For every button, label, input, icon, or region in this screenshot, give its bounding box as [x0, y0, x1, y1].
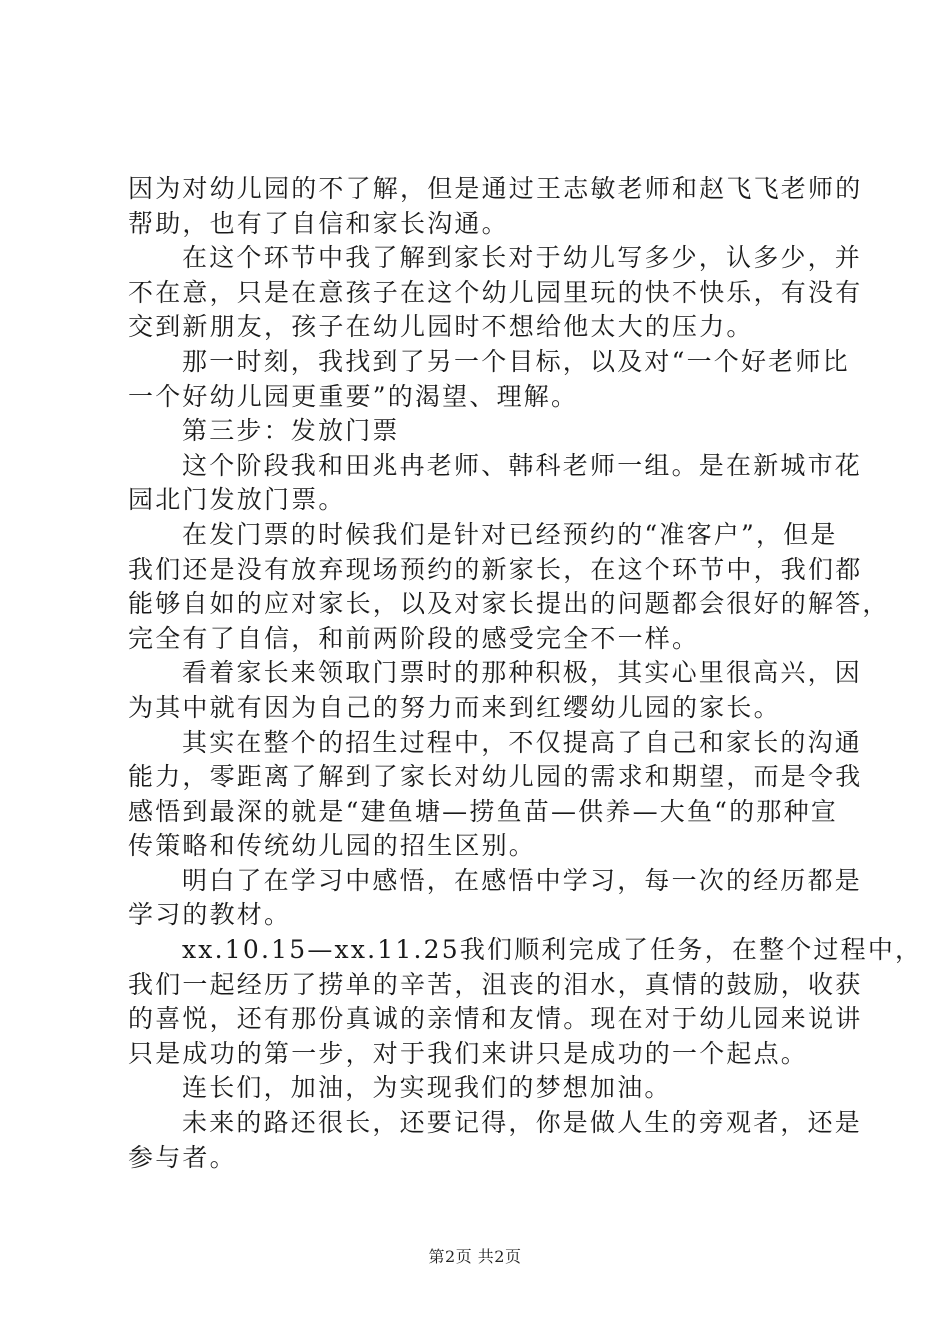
- text-line: 能够自如的应对家长，以及对家长提出的问题都会很好的解答，: [128, 589, 890, 619]
- text-line: 帮助，也有了自信和家长沟通。: [128, 208, 509, 238]
- text-line: 其实在整个的招生过程中，不仅提高了自己和家长的沟通: [182, 727, 863, 757]
- text-line: 交到新朋友，孩子在幼儿园时不想给他太大的压力。: [128, 312, 754, 342]
- text-line: 学习的教材。: [128, 900, 292, 930]
- text-line: 我们还是没有放弃现场预约的新家长，在这个环节中，我们都: [128, 554, 863, 584]
- text-line: 在发门票的时候我们是针对已经预约的“准客户”，但是: [182, 519, 838, 549]
- text-line: 感悟到最深的就是“建鱼塘—捞鱼苗—供养—大鱼“的那种宣: [128, 796, 838, 826]
- text-line: 看着家长来领取门票时的那种积极，其实心里很高兴，因: [182, 658, 863, 688]
- text-line: 园北门发放门票。: [128, 485, 346, 515]
- text-line: 只是成功的第一步，对于我们来讲只是成功的一个起点。: [128, 1038, 809, 1068]
- text-line: 能力，零距离了解到了家长对幼儿园的需求和期望，而是令我: [128, 762, 863, 792]
- text-line: 我们一起经历了捞单的辛苦，沮丧的泪水，真情的鼓励，收获: [128, 969, 863, 999]
- text-line: 因为对幼儿园的不了解，但是通过王志敏老师和赵飞飞老师的: [128, 174, 863, 203]
- text-line: xx.10.15—xx.11.25我们顺利完成了任务，在整个过程中，: [182, 935, 923, 965]
- document-body: [128, 172, 923, 1175]
- text-line: 完全有了自信，和前两阶段的感受完全不一样。: [128, 623, 700, 653]
- text-line: 连长们，加油，为实现我们的梦想加油。: [182, 1073, 672, 1103]
- text-line: 未来的路还很长，还要记得，你是做人生的旁观者，还是: [182, 1108, 863, 1138]
- text-line: 为其中就有因为自己的努力而来到红缨幼儿园的家长。: [128, 692, 781, 722]
- text-line: 一个好幼儿园更重要”的渴望、理解。: [128, 381, 579, 411]
- text-line: 不在意，只是在意孩子在这个幼儿园里玩的快不快乐，有没有: [128, 277, 863, 307]
- text-line: 参与者。: [128, 1142, 237, 1172]
- text-line: 那一时刻，我找到了另一个目标，以及对“一个好老师比: [182, 346, 850, 376]
- page-footer: 第2页 共2页: [428, 1247, 522, 1266]
- text-line: 这个阶段我和田兆冉老师、韩科老师一组。是在新城市花: [182, 450, 863, 480]
- text-line: 明白了在学习中感悟，在感悟中学习，每一次的经历都是: [182, 865, 863, 895]
- text-line: 在这个环节中我了解到家长对于幼儿写多少，认多少，并: [182, 243, 863, 273]
- text-line: 第三步：发放门票: [182, 416, 400, 446]
- text-line: 的喜悦，还有那份真诚的亲情和友情。现在对于幼儿园来说讲: [128, 1004, 863, 1034]
- text-line: 传策略和传统幼儿园的招生区别。: [128, 831, 537, 861]
